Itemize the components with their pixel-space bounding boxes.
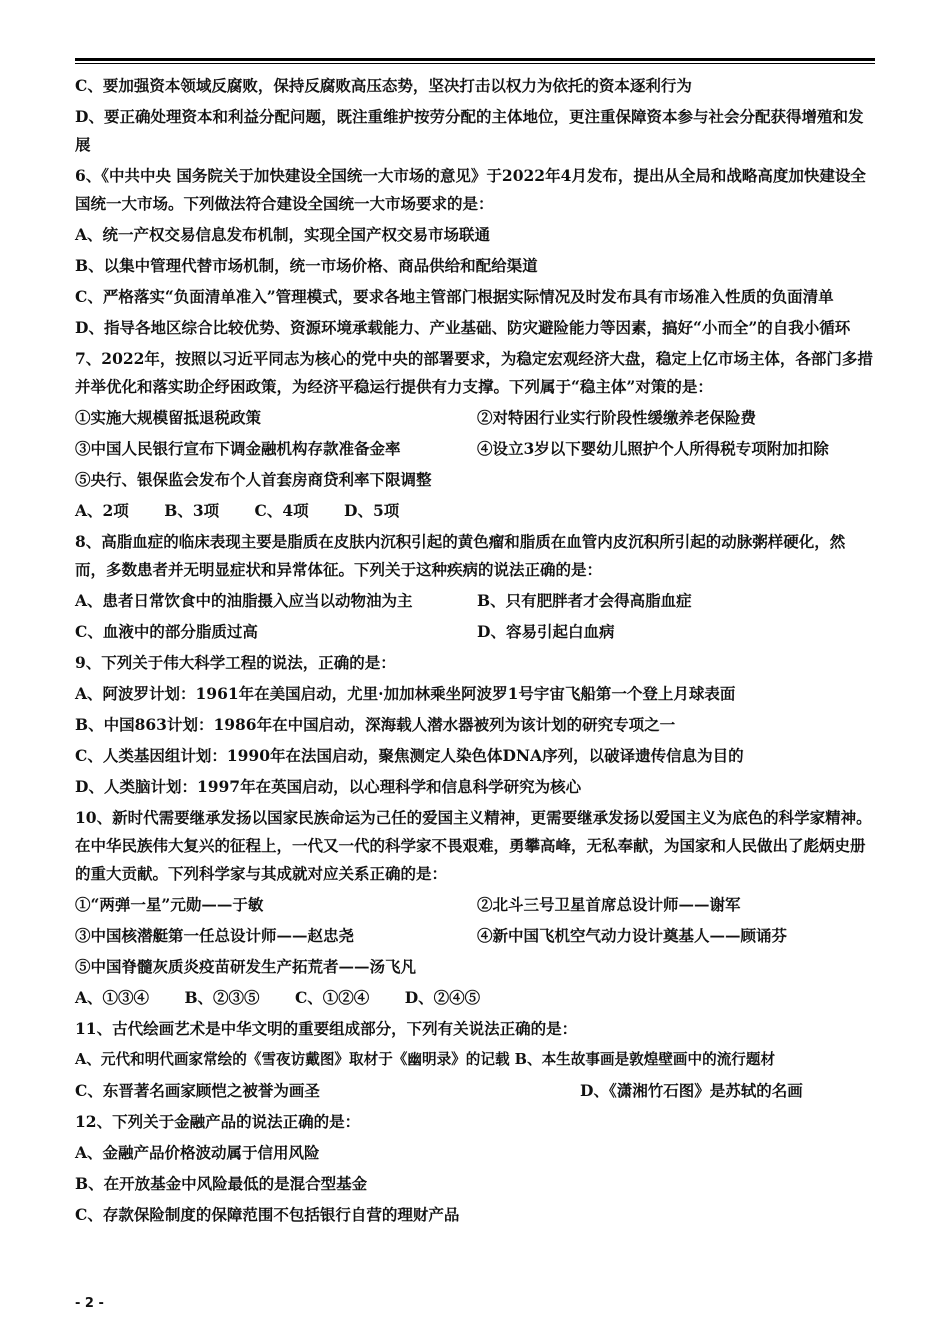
q10-option-a: A、①③④ bbox=[75, 988, 150, 1007]
q9-option-d: D、人类脑计划：1997年在英国启动，以心理科学和信息科学研究为核心 bbox=[75, 777, 582, 796]
q6-option-b: B、以集中管理代替市场机制，统一市场价格、商品供给和配给渠道 bbox=[75, 256, 538, 275]
q6-option-a: A、统一产权交易信息发布机制，实现全国产权交易市场联通 bbox=[75, 225, 491, 244]
q12-stem: 12、下列关于金融产品的说法正确的是： bbox=[75, 1112, 361, 1131]
q10-item-5: ⑤中国脊髓灰质炎疫苗研发生产拓荒者——汤飞凡 bbox=[75, 957, 417, 976]
q7-item-5: ⑤央行、银保监会发布个人首套房商贷利率下限调整 bbox=[75, 470, 432, 489]
q11-option-c: C、东晋著名画家顾恺之被誉为画圣 bbox=[75, 1081, 320, 1100]
q7-options bbox=[75, 495, 875, 526]
q10-item-4: ④新中国飞机空气动力设计奠基人——顾诵芬 bbox=[477, 926, 788, 945]
q12-option-b: B、在开放基金中风险最低的是混合型基金 bbox=[75, 1174, 368, 1193]
q10-option-d: D、②④⑤ bbox=[404, 988, 481, 1007]
q7-items-row-1 bbox=[75, 402, 875, 433]
q11-options-row-2 bbox=[75, 1075, 875, 1106]
q6-option-c: C、严格落实“负面清单准入”管理模式，要求各地主管部门根据实际情况及时发布具有市场准入性质的负面清单 bbox=[75, 286, 834, 306]
page-content bbox=[75, 70, 875, 1230]
q10-items-row-1 bbox=[75, 889, 875, 920]
q9-option-b: B、中国863计划：1986年在中国启动，深海载人潜水器被列为该计划的研究专项之一 bbox=[75, 715, 676, 734]
q8-options-row-2 bbox=[75, 616, 875, 647]
q7-item-1: ①实施大规模留抵退税政策 bbox=[75, 408, 262, 427]
q9-option-c: C、人类基因组计划：1990年在法国启动，聚焦测定人染色体DNA序列，以破译遗传信息为目的 bbox=[75, 746, 744, 765]
q11-options-row-1 bbox=[75, 1044, 875, 1075]
q8-options-row-1 bbox=[75, 585, 875, 616]
q10-stem: 10、新时代需要继承发扬以国家民族命运为己任的爱国主义精神，更需要继承发扬以爱国主义为底色的科学家精神。在中华民族伟大复兴的征程上，一代又一代的科学家不畏艰难，勇攀高峰，无私奉献，为国家和人民做出了彪炳史册的重大贡献。下列科学家与其成就对应关系正确的是： bbox=[75, 807, 872, 883]
q7-items-row-2 bbox=[75, 433, 875, 464]
q10-options bbox=[75, 982, 875, 1013]
q11-stem: 11、古代绘画艺术是中华文明的重要组成部分，下列有关说法正确的是： bbox=[75, 1019, 578, 1038]
q11-option-a: A、元代和明代画家常绘的《雪夜访戴图》取材于《幽明录》的记载 bbox=[75, 1051, 510, 1068]
q10-option-b: B、②③⑤ bbox=[184, 988, 260, 1007]
q12-option-a: A、金融产品价格波动属于信用风险 bbox=[75, 1143, 320, 1162]
q10-item-1: ①“两弹一星”元勋——于敏 bbox=[75, 895, 264, 914]
q9-stem: 9、下列关于伟大科学工程的说法，正确的是： bbox=[75, 653, 396, 672]
q9-option-a: A、阿波罗计划：1961年在美国启动，尤里·加加林乘坐阿波罗1号宇宙飞船第一个登上月球表面 bbox=[75, 684, 736, 703]
q5-option-d: D、要正确处理资本和利益分配问题，既注重维护按劳分配的主体地位，更注重保障资本参与社会分配获得增殖和发展 bbox=[75, 106, 864, 154]
q11-option-b: B、本生故事画是敦煌壁画中的流行题材 bbox=[514, 1051, 776, 1068]
q7-stem: 7、2022年，按照以习近平同志为核心的党中央的部署要求，为稳定宏观经济大盘，稳定上亿市场主体，各部门多措并举优化和落实助企纾困政策，为经济平稳运行提供有力支撑。下列属于“稳主体”对策的是： bbox=[75, 348, 873, 396]
q7-item-2: ②对特困行业实行阶段性缓缴养老保险费 bbox=[477, 408, 757, 427]
q12-option-c: C、存款保险制度的保障范围不包括银行自营的理财产品 bbox=[75, 1205, 460, 1224]
q7-option-d: D、5项 bbox=[344, 501, 400, 520]
q6-stem: 6、《中共中央 国务院关于加快建设全国统一大市场的意见》于2022年4月发布，提出从全局和战略高度加快建设全国统一大市场。下列做法符合建设全国统一大市场要求的是： bbox=[75, 165, 866, 213]
q10-option-c: C、①②④ bbox=[294, 988, 370, 1007]
page-number: - 2 - bbox=[75, 1296, 104, 1311]
q7-option-b: B、3项 bbox=[164, 501, 220, 520]
q7-option-a: A、2项 bbox=[75, 501, 129, 520]
q7-option-c: C、4项 bbox=[254, 501, 309, 520]
q7-item-3: ③中国人民银行宣布下调金融机构存款准备金率 bbox=[75, 439, 401, 458]
q8-option-c: C、血液中的部分脂质过高 bbox=[75, 622, 258, 641]
q7-item-4: ④设立3岁以下婴幼儿照护个人所得税专项附加扣除 bbox=[477, 439, 829, 458]
q6-option-d: D、指导各地区综合比较优势、资源环境承载能力、产业基础、防灾避险能力等因素，搞好“小而全”的自我小循环 bbox=[75, 317, 851, 337]
q8-option-d: D、容易引起白血病 bbox=[477, 622, 615, 641]
q5-option-c: C、要加强资本领域反腐败，保持反腐败高压态势，坚决打击以权力为依托的资本逐利行为 bbox=[75, 76, 692, 95]
q10-item-2: ②北斗三号卫星首席总设计师——谢军 bbox=[477, 895, 741, 914]
q10-item-3: ③中国核潜艇第一任总设计师——赵忠尧 bbox=[75, 926, 355, 945]
q8-option-a: A、患者日常饮食中的油脂摄入应当以动物油为主 bbox=[75, 591, 413, 610]
header-rule bbox=[75, 58, 875, 61]
q11-option-d: D、《潇湘竹石图》是苏轼的名画 bbox=[580, 1081, 803, 1100]
q8-stem: 8、高脂血症的临床表现主要是脂质在皮肤内沉积引起的黄色瘤和脂质在血管内皮沉积所引起的动脉粥样硬化，然而，多数患者并无明显症状和异常体征。下列关于这种疾病的说法正确的是： bbox=[75, 531, 846, 579]
q8-option-b: B、只有肥胖者才会得高脂血症 bbox=[477, 591, 692, 610]
q10-items-row-2 bbox=[75, 920, 875, 951]
header-rule-thin bbox=[75, 63, 875, 64]
